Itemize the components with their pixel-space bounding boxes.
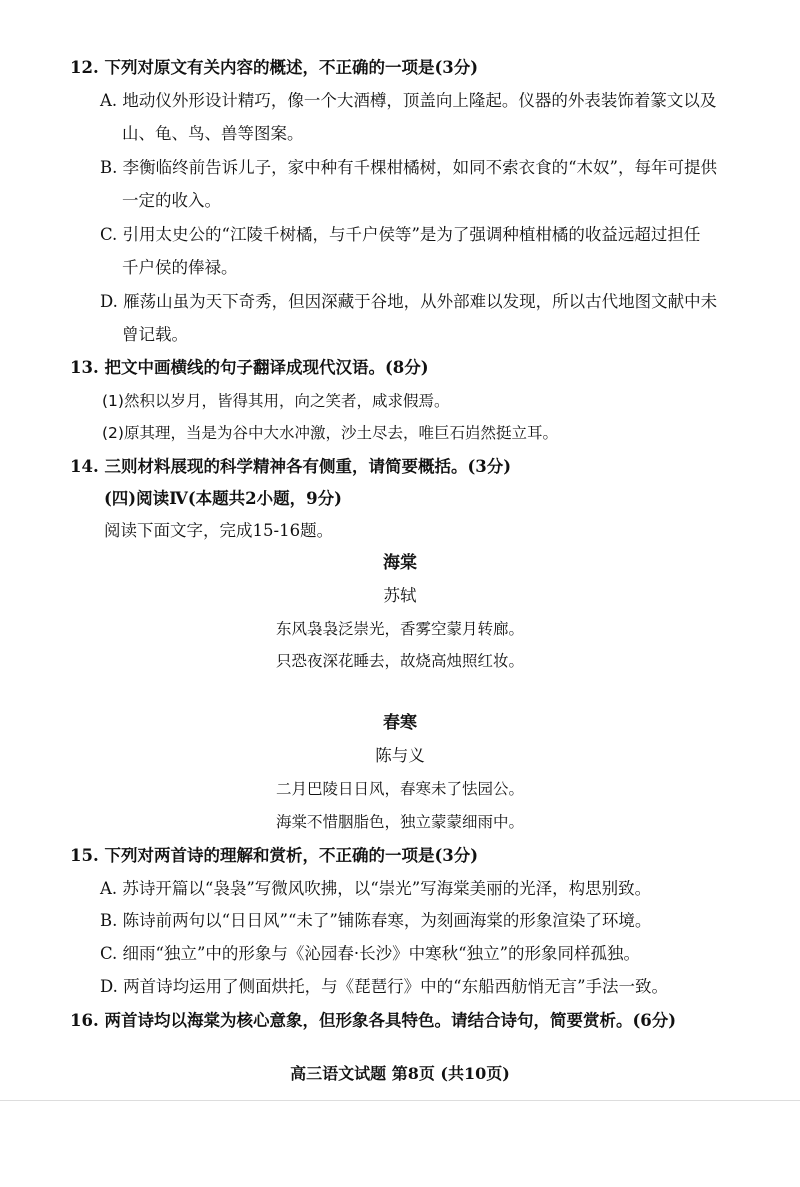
question-12-option-a-cont: 山、龟、鸟、兽等图案。: [122, 124, 304, 143]
question-12-stem: 12. 下列对原文有关内容的概述，不正确的一项是(3分): [70, 58, 479, 77]
poem-1-line-2: 只恐夜深花睡去，故烧高烛照红妆。: [275, 652, 524, 670]
question-12-option-d: D. 雁荡山虽为天下奇秀，但因深藏于谷地，从外部难以发现，所以古代地图文献中未: [100, 292, 718, 311]
poem-2-author: 陈与义: [375, 746, 425, 765]
question-15-stem: 15. 下列对两首诗的理解和赏析，不正确的一项是(3分): [70, 846, 479, 865]
poem-2-line-2: 海棠不惜胭脂色，独立蒙蒙细雨中。: [275, 813, 524, 831]
poem-1-title: 海棠: [383, 553, 417, 573]
poem-1-author: 苏轼: [383, 586, 417, 605]
question-15-option-d: D. 两首诗均运用了侧面烘托，与《琵琶行》中的“东船西舫悄无言”手法一致。: [100, 977, 669, 996]
page-footer: 高三语文试题 第8页 (共10页): [290, 1064, 510, 1083]
question-16-stem: 16. 两首诗均以海棠为核心意象，但形象各具特色。请结合诗句，简要赏析。(6分): [70, 1011, 677, 1030]
question-14-stem: 14. 三则材料展现的科学精神各有侧重，请简要概括。(3分): [70, 457, 512, 476]
question-12-option-b-cont: 一定的收入。: [122, 191, 221, 210]
question-12-option-b: B. 李衡临终前告诉儿子，家中种有千棵柑橘树，如同不索衣食的“木奴”，每年可提供: [100, 158, 717, 177]
poem-2-title: 春寒: [383, 713, 417, 733]
question-12-option-c: C. 引用太史公的“江陵千树橘，与千户侯等”是为了强调种植柑橘的收益远超过担任: [100, 225, 701, 244]
poem-1-line-1: 东风袅袅泛崇光，香雾空蒙月转廊。: [275, 620, 524, 638]
question-13-sentence-2: (2)原其理，当是为谷中大水冲激，沙土尽去，唯巨石岿然挺立耳。: [102, 424, 558, 442]
question-12-option-c-cont: 千户侯的俸禄。: [122, 258, 238, 277]
question-15-option-a: A. 苏诗开篇以“袅袅”写微风吹拂，以“崇光”写海棠美丽的光泽，构思别致。: [100, 879, 652, 898]
question-15-option-c: C. 细雨“独立”中的形象与《沁园春·长沙》中寒秋“独立”的形象同样孤独。: [100, 944, 641, 963]
section-instruction: 阅读下面文字，完成15-16题。: [104, 521, 334, 540]
question-15-option-b: B. 陈诗前两句以“日日风”“未了”铺陈春寒，为刻画海棠的形象渲染了环境。: [100, 911, 652, 930]
page-divider: [0, 1100, 800, 1101]
section-heading: (四)阅读Ⅳ(本题共2小题，9分): [104, 489, 342, 508]
question-13-sentence-1: (1)然积以岁月，皆得其用，向之笑者，咸求假焉。: [102, 392, 450, 410]
question-13-stem: 13. 把文中画横线的句子翻译成现代汉语。(8分): [70, 358, 429, 377]
question-12-option-a: A. 地动仪外形设计精巧，像一个大酒樽，顶盖向上隆起。仪器的外表装饰着篆文以及: [100, 91, 717, 110]
poem-2-line-1: 二月巴陵日日风，春寒未了怯园公。: [275, 780, 524, 798]
question-12-option-d-cont: 曾记载。: [122, 325, 188, 344]
